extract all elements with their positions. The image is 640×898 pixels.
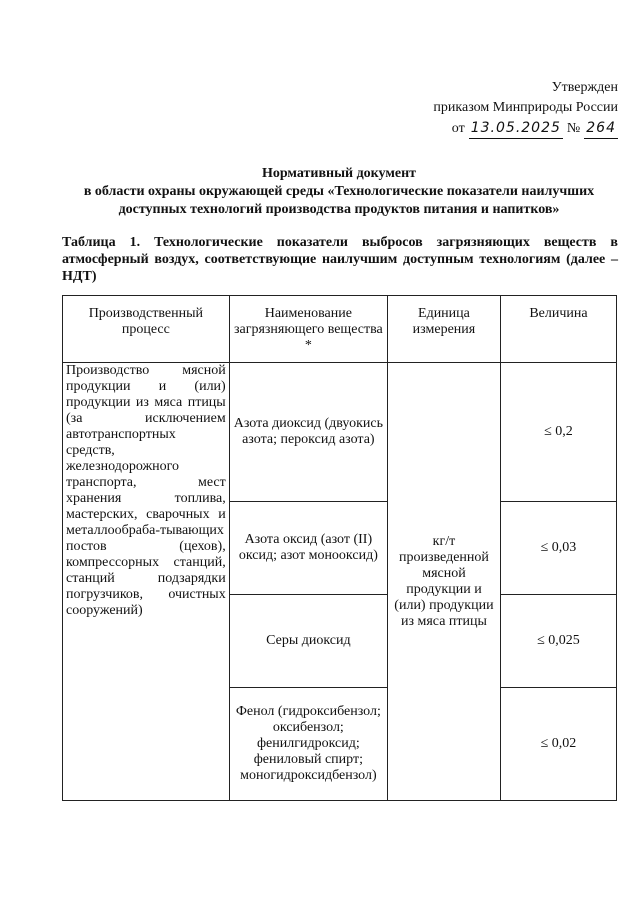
date-prefix: от	[451, 121, 465, 136]
value-cell: ≤ 0,2	[500, 363, 616, 502]
header-value: Величина	[500, 296, 616, 363]
substance-cell: Фенол (гидроксибензол; оксибензол; фенилгидроксид; фениловый спирт; моногидроксидбензол)	[229, 688, 387, 801]
substance-cell: Азота оксид (азот (II) оксид; азот монооксид)	[229, 502, 387, 595]
header-process: Производственный процесс	[63, 296, 230, 363]
header-substance: Наименование загрязняющего вещества *	[229, 296, 387, 363]
approval-line-1: Утвержден	[551, 80, 618, 95]
value-cell: ≤ 0,03	[500, 502, 616, 595]
document-title: Нормативный документ	[261, 166, 417, 181]
document-heading	[62, 165, 616, 219]
table-header-row	[63, 296, 617, 363]
value-cell: ≤ 0,02	[500, 688, 616, 801]
approval-date-line	[433, 118, 618, 139]
unit-cell: кг/т произведенной мясной продукции и (или) продукции из мяса птицы	[388, 363, 501, 801]
substance-cell: Серы диоксид	[229, 595, 387, 688]
header-unit: Единица измерения	[388, 296, 501, 363]
process-cell: Производство мясной продукции и (или) продукции из мяса птицы (за исключением автотранспортных средств, железнодорожного транспорта, мест хранения топлива, мастерских, сварочных и металлообраба-тывающих постов (цехов), компрессорных станций, станций подзарядки погрузчиков, очистных сооружений)	[63, 363, 230, 801]
table-row	[63, 363, 617, 502]
handwritten-date: 13.05.2025	[469, 118, 563, 139]
value-cell: ≤ 0,025	[500, 595, 616, 688]
substance-cell: Азота диоксид (двуокись азота; пероксид азота)	[229, 363, 387, 502]
ndt-table	[62, 295, 617, 801]
document-subtitle: в области охраны окружающей среды «Технологические показатели наилучших доступных технологий производства продуктов питания и напитков»	[83, 184, 595, 217]
approval-line-2: приказом Минприроды России	[433, 100, 618, 115]
approval-block	[433, 78, 618, 139]
handwritten-number: 264	[584, 118, 618, 139]
table-caption: Таблица 1. Технологические показатели выбросов загрязняющих веществ в атмосферный воздух, соответствующие наилучшим доступным технологиям (далее – НДТ)	[62, 235, 618, 284]
number-prefix: №	[566, 121, 581, 136]
